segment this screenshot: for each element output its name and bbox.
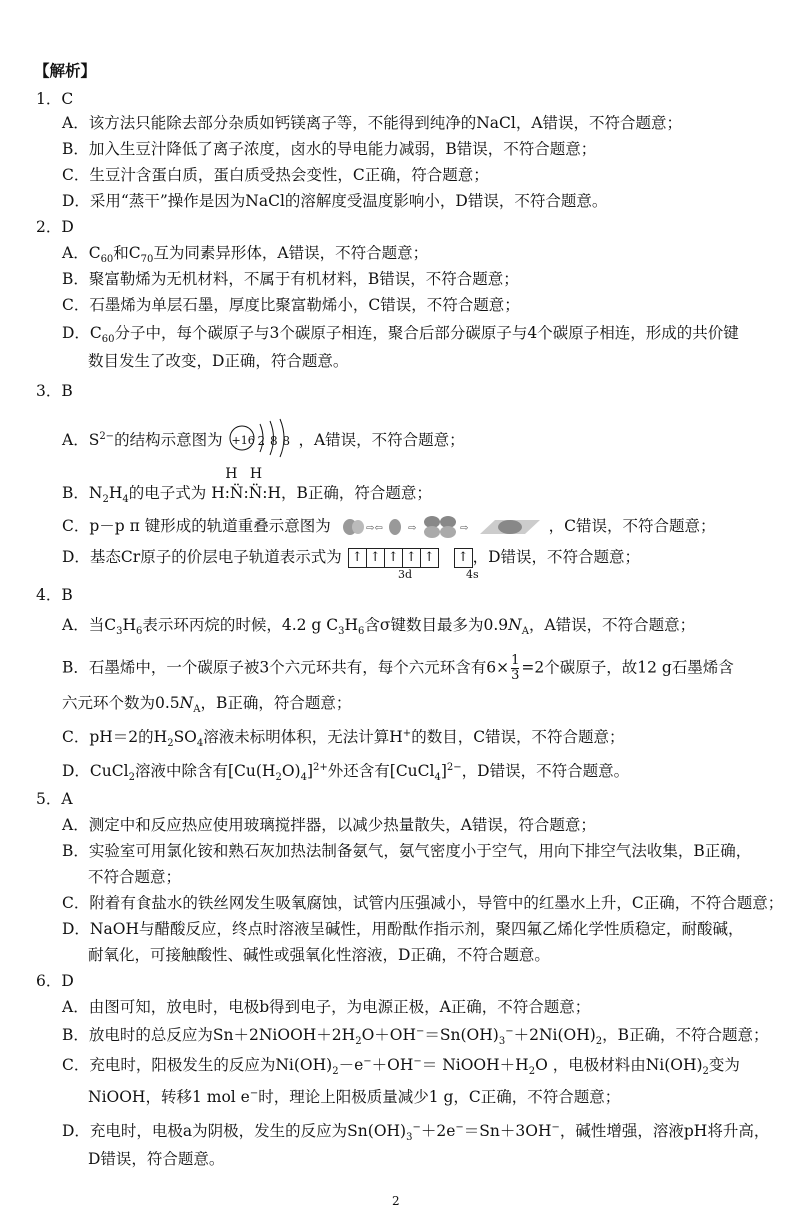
q5-option-c: C．附着有食盐水的铁丝网发生吸氧腐蚀，试管内压强减小，导管中的红墨水上升，C正确，不符合题意； (62, 894, 784, 912)
orbital-box: ↑ (366, 548, 385, 568)
nucleus-label: +16 (231, 434, 255, 447)
q2-option-d: D．$C_{60}$分子中，每个碳原子与3个碳原子相连，聚合后部分碳原子与4个碳原子相连，形成的共价键 (62, 324, 739, 346)
q5-option-a: A．测定中和反应热应使用玻璃搅拌器，以减少热量散失，A错误，符合题意； (62, 816, 596, 834)
question-6-answer: 6．D (36, 972, 74, 990)
q5-option-b: B．实验室可用氯化铵和熟石灰加热法制备氨气，氨气密度小于空气，用向下排空气法收集，B正确， (62, 842, 752, 860)
svg-text:⇨: ⇨ (407, 523, 417, 534)
electron-formula: H H H:N̈:N̈:H (211, 466, 282, 502)
q4-option-a: A．当$C_3H_6$表示环丙烷的时候，4.2 g $C_3H_6$含σ键数目最多为$0.9N_A$，A错误，不符合题意； (62, 616, 696, 638)
q4-option-c: C．pH＝2的$H_2SO_4$溶液未标明体积，无法计算H+的数目，C错误，不符合题意； (62, 727, 625, 750)
orbital-diagram-3d (349, 546, 439, 568)
q4-option-b-cont: 六元环个数为$0.5N_A$，B正确，符合题意； (62, 694, 352, 716)
q1-option-b: B．加入生豆汁降低了离子浓度，卤水的导电能力减弱，B错误，不符合题意； (62, 140, 597, 158)
q2-option-b: B．聚富勒烯为无机材料，不属于有机材料，B错误，不符合题意； (62, 270, 519, 288)
svg-text:⇨⇦: ⇨⇦ (365, 523, 383, 534)
label-4s: 4s (466, 568, 479, 581)
q2-option-a: A．$C_{60}$和$C_{70}$互为同素异形体，A错误，不符合题意； (62, 244, 429, 266)
q6-option-a: A．由图可知，放电时，电极b得到电子，为电源正极，A正确，不符合题意； (62, 998, 591, 1016)
q6-option-c: C．充电时，阳极发生的反应为$Ni(OH)_2-e^-+OH^-=$ $NiOOH+H_2O$ ，电极材料由$Ni(OH)_2$变为 (62, 1055, 740, 1078)
question-3-answer: 3．B (36, 382, 73, 400)
q5-option-d: D．NaOH与醋酸反应，终点时溶液呈碱性，用酚酞作指示剂，聚四氟乙烯化学性质稳定，耐酸碱， (62, 920, 744, 938)
q6-option-c-cont: NiOOH，转移1 mol e−时，理论上阳极质量减少1 g，C正确，不符合题意； (88, 1087, 621, 1106)
q1-option-c: C．生豆汁含蛋白质，蛋白质受热会变性，C正确，符合题意； (62, 166, 489, 184)
q6-option-b: B．放电时的总反应为$Sn+2NiOOH+2H_2O+OH^-=Sn(OH)_3^-+2Ni(OH)_2$，B正确，不符合题意； (62, 1025, 769, 1048)
q3-option-c: C．p－p π 键形成的轨道重叠示意图为 ⇨⇦ ⇨ ⇨ ，C错误，不符合题意； (62, 514, 716, 540)
q5-option-d-cont: 耐氧化，可接触酸性、碱性或强氧化性溶液，D正确，不符合题意。 (88, 946, 550, 964)
q3-option-d: D．基态Cr原子的价层电子轨道表示式为 ↑ ↑ ↑ ↑ ↑ ↑ ，D错误，不符合题意； (62, 548, 641, 566)
question-5-answer: 5．A (36, 790, 73, 808)
q4-option-b: B．石墨烯中，一个碳原子被3个六元环共有，每个六元环含有6× $\frac{1}{3}$ =2个碳原子，故12 g石墨烯含 (62, 653, 734, 683)
q6-option-d: D．充电时，电极a为阴极，发生的反应为$Sn(OH)_3^-+2e^-=Sn+3OH^-$，碱性增强，溶液pH将升高， (62, 1121, 770, 1144)
page-number: 2 (392, 1194, 400, 1208)
label-3d: 3d (398, 568, 413, 581)
atomic-structure-diagram (228, 428, 294, 454)
q4-option-d: D．CuCl$_2$溶液中除含有$[Cu(H_2O)_4]^{2+}$外还含有[CuCl$_4$]$^{2-}$，D错误，不符合题意。 (62, 761, 630, 784)
orbital-box: ↑ (384, 548, 403, 568)
q1-option-d: D．采用“蒸干”操作是因为NaCl的溶解度受温度影响小，D错误，不符合题意。 (62, 192, 608, 210)
orbital-box: ↑ (420, 548, 439, 568)
q2-option-d-cont: 数目发生了改变，D正确，符合题意。 (88, 352, 349, 370)
svg-text:⇨: ⇨ (459, 523, 469, 534)
q3-option-a: A．$S^{2-}$的结构示意图为 +16 2 8 8 ，A错误，不符合题意； (62, 428, 465, 454)
q5-option-b-cont: 不符合题意； (88, 868, 182, 886)
orbital-box: ↑ (348, 548, 367, 568)
orbital-overlap-diagram (340, 514, 540, 540)
orbital-box: ↑ (402, 548, 421, 568)
q6-option-d-cont: D错误，符合题意。 (88, 1150, 225, 1168)
orbital-box-4s: ↑ (454, 548, 473, 568)
shell-electrons: 2 8 8 (257, 434, 291, 448)
q1-option-a: A．该方法只能除去部分杂质如钙镁离子等，不能得到纯净的NaCl，A错误，不符合题意； (62, 114, 683, 132)
question-1-answer: 1．C (36, 90, 74, 108)
q3-option-b: B．$N_2H_4$的电子式为 H H H:N̈:N̈:H，B正确，符合题意； (62, 466, 432, 506)
q2-option-c: C．石墨烯为单层石墨，厚度比聚富勒烯小，C错误，不符合题意； (62, 296, 520, 314)
question-4-answer: 4．B (36, 586, 73, 604)
fraction: $\frac{1}{3}$ (511, 653, 520, 683)
section-header: 【解析】 (34, 61, 97, 80)
question-2-answer: 2．D (36, 218, 74, 236)
